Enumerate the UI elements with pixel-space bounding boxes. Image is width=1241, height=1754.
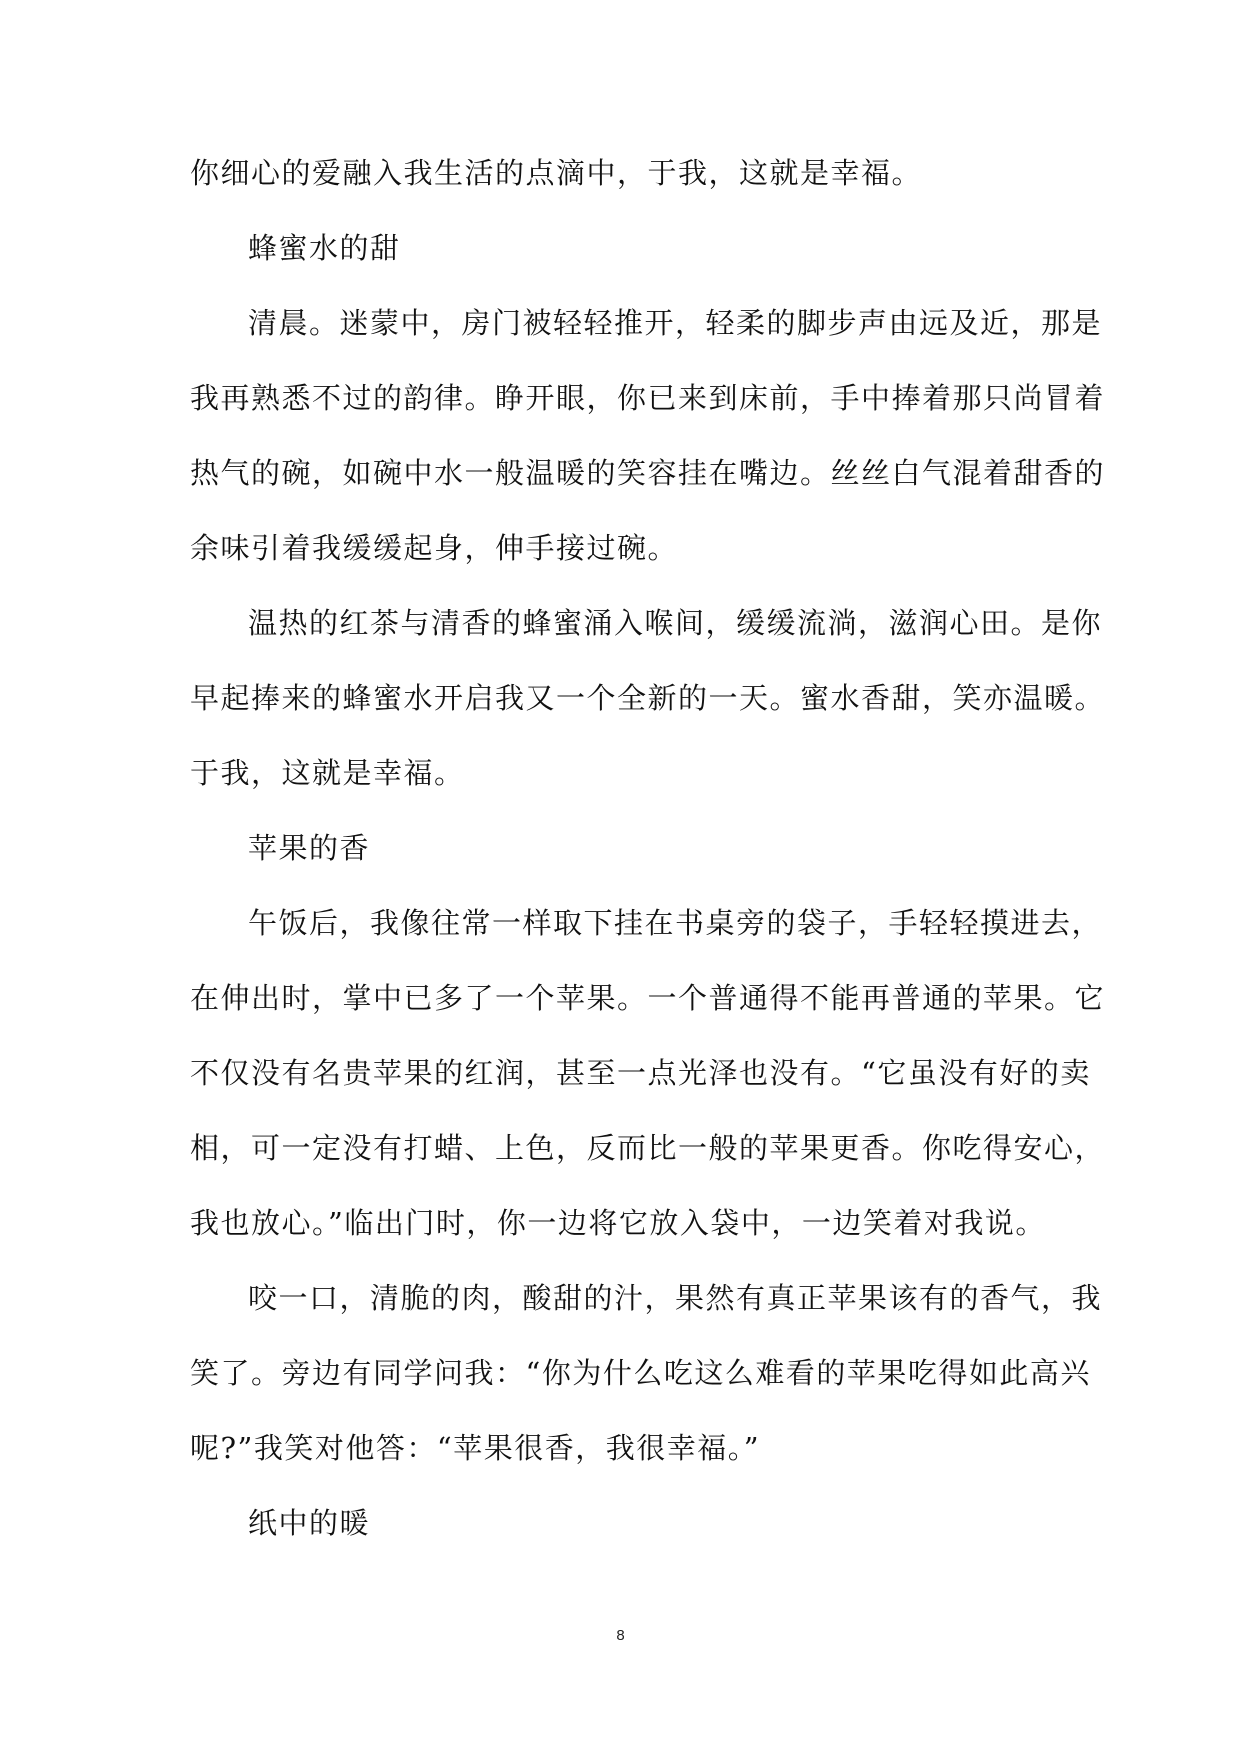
text-line: 午饭后，我像往常一样取下挂在书桌旁的袋子，手轻轻摸进去，	[248, 906, 1103, 940]
text-line: 早起捧来的蜂蜜水开启我又一个全新的一天。蜜水香甜，笑亦温暖。	[190, 681, 1106, 715]
text-line: 我再熟悉不过的韵律。睁开眼，你已来到床前，手中捧着那只尚冒着	[190, 381, 1106, 415]
text-line: 相，可一定没有打蜡、上色，反而比一般的苹果更香。你吃得安心，	[190, 1131, 1106, 1165]
text-line: 呢?”我笑对他答：“苹果很香，我很幸福。”	[190, 1431, 761, 1465]
text-line: 笑了。旁边有同学问我：“你为什么吃这么难看的苹果吃得如此高兴	[190, 1356, 1091, 1390]
section-heading: 纸中的暖	[248, 1506, 371, 1540]
text-line: 于我，这就是幸福。	[190, 756, 465, 790]
section-heading: 蜂蜜水的甜	[248, 231, 401, 265]
text-line: 余味引着我缓缓起身，伸手接过碗。	[190, 531, 679, 565]
text-line: 温热的红茶与清香的蜂蜜涌入喉间，缓缓流淌，滋润心田。是你	[248, 606, 1103, 640]
text-line: 你细心的爱融入我生活的点滴中，于我，这就是幸福。	[190, 156, 923, 190]
body-text	[190, 136, 1106, 1561]
text-line: 清晨。迷蒙中，房门被轻轻推开，轻柔的脚步声由远及近，那是	[248, 306, 1103, 340]
text-line: 我也放心。”临出门时，你一边将它放入袋中，一边笑着对我说。	[190, 1206, 1046, 1240]
text-line: 在伸出时，掌中已多了一个苹果。一个普通得不能再普通的苹果。它	[190, 981, 1106, 1015]
page-number: 8	[616, 1627, 625, 1644]
text-line: 热气的碗，如碗中水一般温暖的笑容挂在嘴边。丝丝白气混着甜香的	[190, 456, 1106, 490]
text-line: 咬一口，清脆的肉，酸甜的汁，果然有真正苹果该有的香气，我	[248, 1281, 1103, 1315]
section-heading: 苹果的香	[248, 831, 371, 865]
text-line: 不仅没有名贵苹果的红润，甚至一点光泽也没有。“它虽没有好的卖	[190, 1056, 1091, 1090]
